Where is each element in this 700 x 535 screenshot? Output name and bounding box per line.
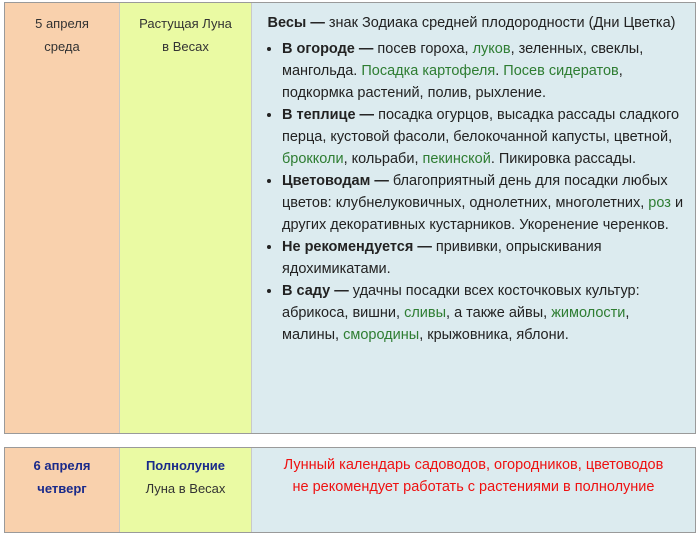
zodiac-description: знак Зодиака средней плодородности (Дни Цветка) (324, 15, 676, 31)
recommendation-item (282, 170, 685, 236)
calendar-row-april-6 (4, 447, 696, 533)
recommendation-text: , крыжовника, яблони. (419, 327, 569, 343)
recommendation-text: . (495, 63, 504, 79)
description-cell (252, 3, 695, 433)
calendar-row-april-5 (4, 2, 696, 434)
recommendation-text: , малины, (282, 305, 630, 343)
recommendation-text: , зеленных, свеклы, мангольда. (282, 41, 644, 79)
plant-link[interactable]: Посадка картофеля (361, 63, 496, 79)
plant-link[interactable]: пекинской (422, 151, 491, 167)
recommendation-item (282, 38, 685, 104)
plant-link[interactable]: смородины (343, 327, 420, 343)
date-day: 6 апреля (33, 458, 91, 473)
recommendation-heading: Не рекомендуется — (282, 239, 432, 255)
warning-line-2: не рекомендует работать с растениями в полнолуние (292, 479, 655, 495)
recommendation-text: прививки, опрыскивания ядохимикатами. (282, 239, 602, 277)
recommendation-text: посадка огурцов, высадка рассады сладкого перца, кустовой фасоли, белокочанной капусты, цветной, (282, 107, 680, 145)
date-cell (5, 3, 120, 433)
moon-phase-cell (120, 3, 252, 433)
plant-link[interactable]: брокколи (282, 151, 344, 167)
zodiac-heading (258, 12, 685, 34)
zodiac-sign: Весы — (267, 15, 325, 31)
plant-link[interactable]: Посев сидератов (503, 63, 619, 79)
recommendation-text: , кольраби, (343, 151, 423, 167)
recommendation-item (282, 236, 685, 280)
date-cell (5, 448, 120, 532)
recommendation-text: , а также айвы, (446, 305, 552, 321)
moon-phase: Растущая Луна (139, 16, 232, 31)
recommendation-item (282, 280, 685, 346)
plant-link[interactable]: сливы (404, 305, 447, 321)
date-weekday: четверг (37, 481, 87, 496)
recommendation-heading: В саду — (282, 283, 349, 299)
moon-sign: Луна в Весах (145, 481, 226, 496)
recommendation-heading: В огороде — (282, 41, 374, 57)
recommendation-item (282, 104, 685, 170)
recommendation-text: . Пикировка рассады. (490, 151, 637, 167)
date-weekday: среда (44, 39, 80, 54)
recommendation-text: удачны посадки всех косточковых культур: абрикоса, вишни, (282, 283, 640, 321)
moon-phase: Полнолуние (145, 458, 226, 473)
moon-phase-cell (120, 448, 252, 532)
recommendation-heading: В теплице — (282, 107, 375, 123)
warning-line-1: Лунный календарь садоводов, огородников, цветоводов (283, 457, 664, 473)
plant-link[interactable]: жимолости (551, 305, 626, 321)
plant-link[interactable]: луков (472, 41, 511, 57)
recommendation-text: и других декоративных кустарников. Укоренение черенков. (282, 195, 684, 233)
date-day: 5 апреля (35, 16, 89, 31)
full-moon-warning (252, 448, 695, 532)
recommendation-text: посев гороха, (373, 41, 473, 57)
recommendation-text: благоприятный день для посадки любых цветов: клубнелуковичных, однолетних, многолетних, (282, 173, 668, 211)
recommendation-heading: Цветоводам — (282, 173, 389, 189)
recommendation-text: , подкормка растений, полив, рыхление. (282, 63, 623, 101)
recommendation-list (258, 38, 685, 346)
moon-sign: в Весах (162, 39, 209, 54)
plant-link[interactable]: роз (648, 195, 671, 211)
